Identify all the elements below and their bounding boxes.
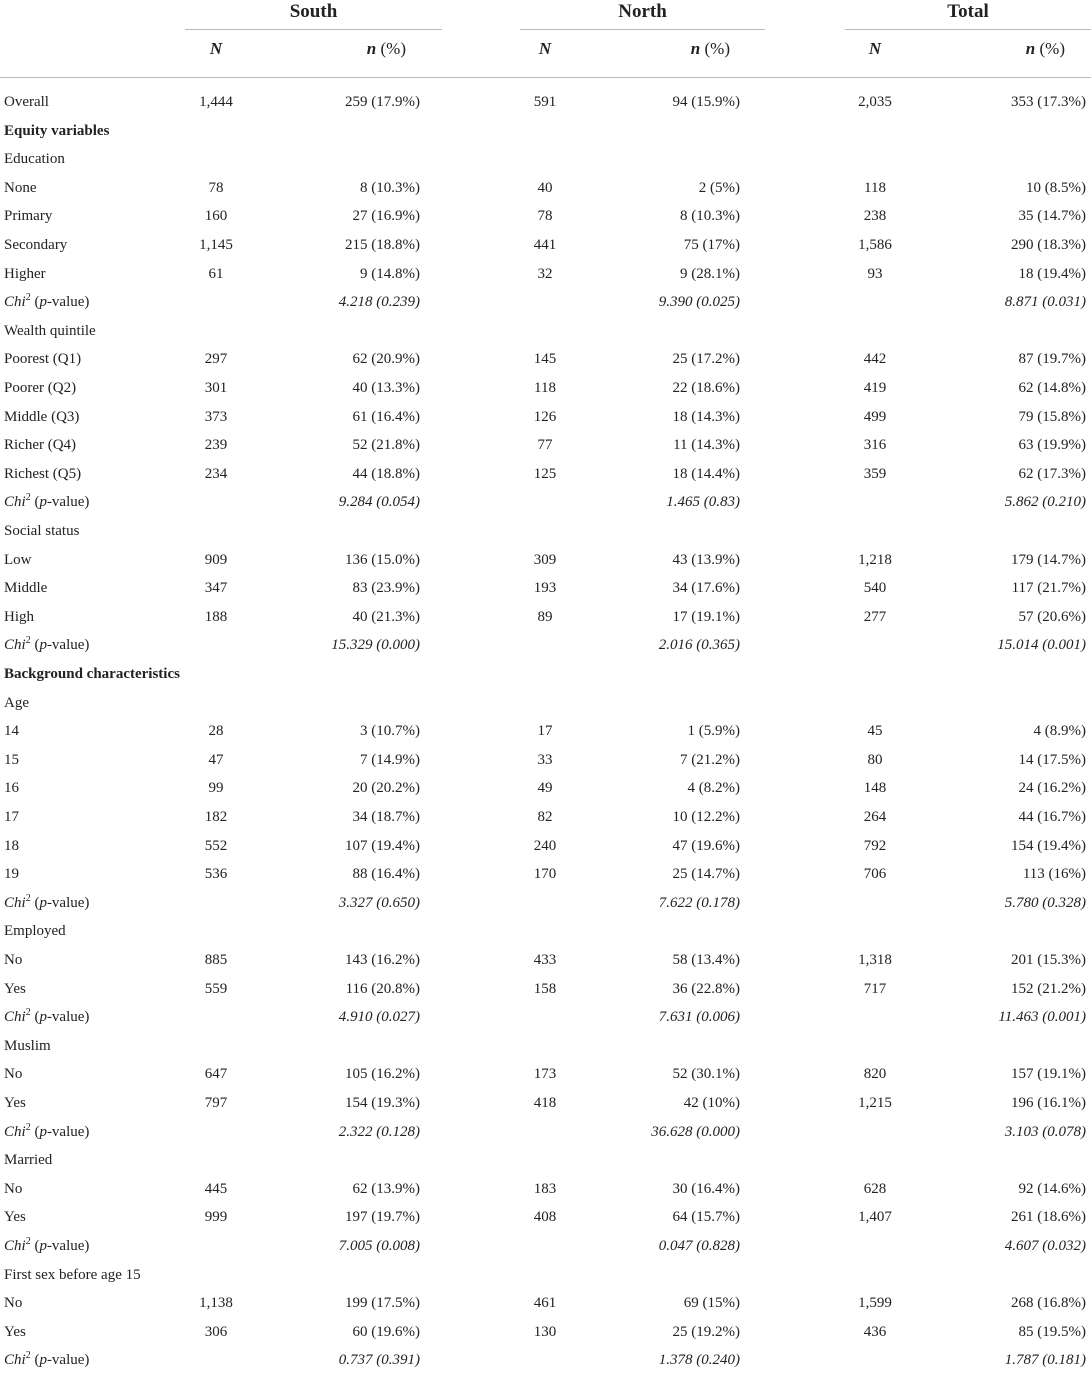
cell-n-pct-south: 197 (19.7%) [345, 1209, 420, 1226]
row-label: No [4, 1295, 23, 1312]
cell-n-pct-north: 22 (18.6%) [672, 380, 740, 396]
cell-n-pct-north: 52 (30.1%) [672, 1066, 740, 1083]
cell-n-pct-south: 8 (10.3%) [360, 179, 420, 196]
chi-value-north: 0.047 (0.828) [658, 1238, 740, 1254]
row-label: Secondary [4, 237, 68, 253]
table-row [0, 1318, 1091, 1346]
cell-N-south: 160 [204, 208, 228, 225]
cell-N-south: 306 [204, 1323, 228, 1340]
cell-n-pct-north: 18 (14.3%) [672, 408, 740, 425]
cell-N-north: 173 [533, 1066, 557, 1083]
table-row [0, 803, 1091, 831]
table-row [0, 88, 1091, 116]
chi-value-total: 1.787 (0.181) [1004, 1352, 1086, 1369]
table-row [0, 603, 1091, 631]
table-row [0, 231, 1091, 259]
cell-N-south: 182 [204, 809, 228, 825]
cell-N-total: 2,035 [858, 94, 892, 110]
cell-N-total: 499 [863, 408, 887, 425]
cell-N-total: 442 [863, 351, 887, 368]
cell-n-pct-south: 61 (16.4%) [352, 408, 420, 425]
cell-N-total: 316 [863, 437, 887, 454]
row-label: Middle [4, 580, 48, 597]
chi-value-total: 11.463 (0.001) [998, 1009, 1086, 1026]
cell-n-pct-total: 196 (16.1%) [1011, 1095, 1086, 1111]
cell-N-north: 309 [533, 551, 557, 568]
cell-n-pct-total: 261 (18.6%) [1011, 1209, 1086, 1226]
chi-value-south: 3.327 (0.650) [338, 894, 420, 911]
cell-N-south: 78 [208, 179, 224, 196]
table-row [0, 1060, 1091, 1088]
chi-value-south: 4.218 (0.239) [338, 294, 420, 311]
row-label: Chi$^2$ (p-value) [4, 635, 90, 654]
cell-N-south: 999 [204, 1209, 228, 1226]
chi-value-north: 7.622 (0.178) [658, 894, 740, 911]
table-row [0, 174, 1091, 202]
cell-n-pct-south: 20 (20.2%) [352, 780, 420, 797]
row-label: Chi$^2$ (p-value) [4, 1350, 90, 1369]
cell-n-pct-south: 40 (21.3%) [352, 608, 420, 625]
chi-value-south: 0.737 (0.391) [338, 1352, 420, 1369]
chi-value-south: 15.329 (0.000) [331, 637, 420, 654]
cell-n-pct-north: 18 (14.4%) [672, 465, 740, 482]
cell-n-pct-north: 11 (14.3%) [673, 437, 740, 454]
section-heading [0, 660, 1091, 688]
cell-n-pct-north: 7 (21.2%) [680, 751, 740, 768]
cell-n-pct-south: 62 (20.9%) [352, 351, 420, 368]
cell-n-pct-total: 179 (14.7%) [1011, 551, 1086, 568]
group-heading [0, 517, 1091, 545]
cell-n-pct-south: 88 (16.4%) [352, 866, 420, 883]
chi-value-south: 9.284 (0.054) [338, 494, 420, 511]
table-row [0, 1289, 1091, 1317]
table-row [0, 717, 1091, 745]
cell-N-south: 552 [204, 837, 228, 854]
cell-n-pct-total: 14 (17.5%) [1018, 751, 1086, 768]
cell-N-north: 118 [534, 380, 556, 396]
row-label: No [4, 1180, 23, 1197]
table-row [0, 860, 1091, 888]
table-row [0, 431, 1091, 459]
chi-value-north: 2.016 (0.365) [658, 637, 740, 654]
row-label: Social status [4, 523, 80, 539]
cell-N-north: 82 [537, 809, 553, 825]
cell-n-pct-north: 8 (10.3%) [680, 208, 740, 225]
cell-N-south: 297 [204, 351, 228, 368]
row-label: No [4, 952, 23, 968]
chi-value-total: 5.862 (0.210) [1004, 494, 1086, 511]
cell-N-north: 183 [533, 1180, 557, 1197]
cell-n-pct-total: 24 (16.2%) [1018, 780, 1086, 797]
cell-n-pct-south: 215 (18.8%) [345, 237, 420, 253]
cell-n-pct-south: 154 (19.3%) [345, 1095, 420, 1111]
subheader-north-N: N [538, 39, 552, 58]
cell-n-pct-north: 10 (12.2%) [672, 809, 740, 825]
row-label: First sex before age 15 [4, 1266, 141, 1283]
cell-N-south: 239 [204, 437, 228, 454]
row-label: Overall [4, 94, 49, 110]
cell-N-north: 158 [533, 980, 557, 997]
cell-N-total: 80 [867, 751, 883, 768]
cell-N-north: 125 [533, 465, 557, 482]
table-row [0, 546, 1091, 574]
cell-N-total: 1,215 [858, 1095, 892, 1111]
chi-value-total: 3.103 (0.078) [1004, 1123, 1086, 1140]
cell-n-pct-north: 94 (15.9%) [672, 94, 740, 110]
cell-n-pct-north: 25 (17.2%) [672, 351, 740, 368]
cell-n-pct-total: 92 (14.6%) [1018, 1180, 1086, 1197]
cell-N-north: 240 [533, 837, 557, 854]
cell-n-pct-south: 143 (16.2%) [345, 952, 420, 968]
table-row [0, 202, 1091, 230]
cell-n-pct-north: 69 (15%) [683, 1295, 740, 1312]
cell-n-pct-south: 136 (15.0%) [345, 551, 420, 568]
cell-n-pct-north: 42 (10%) [683, 1095, 740, 1111]
cell-N-north: 89 [537, 608, 553, 625]
table-row [0, 946, 1091, 974]
row-label: Wealth quintile [4, 322, 96, 339]
cell-N-south: 188 [204, 608, 228, 625]
group-heading [0, 1261, 1091, 1289]
row-label: Education [4, 151, 65, 168]
cell-n-pct-total: 57 (20.6%) [1018, 608, 1086, 625]
cell-n-pct-total: 157 (19.1%) [1011, 1066, 1086, 1083]
row-label: 15 [4, 751, 19, 768]
subheader-south-N: N [209, 39, 223, 58]
group-heading [0, 689, 1091, 717]
cell-n-pct-north: 36 (22.8%) [672, 980, 740, 997]
chi-value-total: 8.871 (0.031) [1004, 294, 1086, 311]
cell-N-total: 148 [863, 780, 887, 797]
cell-n-pct-north: 9 (28.1%) [680, 265, 740, 282]
cell-N-south: 61 [208, 265, 224, 282]
chi-value-south: 7.005 (0.008) [338, 1238, 420, 1254]
cell-N-south: 536 [204, 866, 228, 883]
chi-value-north: 36.628 (0.000) [651, 1123, 740, 1140]
table-row [0, 975, 1091, 1003]
row-label: Muslim [4, 1037, 51, 1054]
cell-N-north: 32 [537, 265, 553, 282]
table-row [0, 1089, 1091, 1117]
cell-n-pct-total: 35 (14.7%) [1018, 208, 1086, 225]
row-label: Poorer (Q2) [4, 380, 77, 396]
cell-n-pct-north: 25 (14.7%) [672, 866, 740, 883]
table-row [0, 574, 1091, 602]
row-label: 19 [4, 866, 19, 883]
cell-N-north: 130 [533, 1323, 557, 1340]
cell-n-pct-south: 27 (16.9%) [352, 208, 420, 225]
cell-n-pct-north: 75 (17%) [683, 237, 740, 253]
cell-n-pct-south: 83 (23.9%) [352, 580, 420, 597]
cell-n-pct-total: 117 (21.7%) [1011, 580, 1086, 597]
cell-n-pct-total: 63 (19.9%) [1018, 437, 1086, 454]
cell-N-north: 78 [537, 208, 553, 225]
group-heading [0, 1032, 1091, 1060]
table-row [0, 1175, 1091, 1203]
table-row [0, 374, 1091, 402]
group-heading [0, 317, 1091, 345]
cell-N-total: 277 [863, 608, 887, 625]
cell-n-pct-south: 7 (14.9%) [360, 751, 420, 768]
cell-N-total: 540 [863, 580, 887, 597]
table-row [0, 345, 1091, 373]
cell-n-pct-south: 107 (19.4%) [345, 837, 420, 854]
cell-n-pct-total: 154 (19.4%) [1011, 837, 1086, 854]
row-label: Low [4, 551, 32, 568]
chi-row [0, 631, 1091, 659]
cell-N-south: 234 [204, 465, 228, 482]
cell-N-south: 647 [204, 1066, 228, 1083]
chi-value-south: 2.322 (0.128) [338, 1123, 420, 1140]
table-row [0, 774, 1091, 802]
cell-n-pct-north: 17 (19.1%) [672, 608, 740, 625]
cell-N-total: 359 [863, 465, 887, 482]
cell-n-pct-total: 268 (16.8%) [1011, 1295, 1086, 1312]
table-row [0, 403, 1091, 431]
chi-row [0, 1346, 1091, 1374]
row-label: Primary [4, 208, 53, 225]
cell-N-total: 1,586 [858, 237, 892, 253]
cell-N-south: 373 [204, 408, 228, 425]
table-row [0, 746, 1091, 774]
row-label: High [4, 608, 34, 625]
cell-N-south: 1,145 [199, 237, 233, 253]
cell-n-pct-south: 105 (16.2%) [345, 1066, 420, 1083]
cell-n-pct-south: 259 (17.9%) [345, 94, 420, 110]
chi-value-north: 9.390 (0.025) [658, 294, 740, 311]
chi-row [0, 1118, 1091, 1146]
cell-N-north: 408 [533, 1209, 557, 1226]
chi-value-total: 15.014 (0.001) [997, 637, 1086, 654]
row-label: Chi$^2$ (p-value) [4, 1121, 90, 1140]
cell-n-pct-south: 52 (21.8%) [352, 437, 420, 454]
cell-n-pct-total: 44 (16.7%) [1018, 809, 1086, 825]
cell-N-total: 93 [867, 265, 883, 282]
subheader-total-N: N [868, 39, 882, 58]
row-label: Yes [4, 1323, 26, 1340]
cell-n-pct-total: 62 (17.3%) [1018, 465, 1086, 482]
cell-n-pct-total: 290 (18.3%) [1011, 237, 1086, 253]
cell-n-pct-north: 47 (19.6%) [672, 837, 740, 854]
header-bottom-rule [0, 77, 1091, 78]
section-heading [0, 117, 1091, 145]
cell-n-pct-total: 79 (15.8%) [1018, 408, 1086, 425]
header-rule-south [185, 29, 442, 30]
cell-N-total: 706 [863, 866, 887, 883]
row-label: Equity variables [4, 122, 110, 139]
cell-n-pct-north: 64 (15.7%) [672, 1209, 740, 1226]
row-label: Chi$^2$ (p-value) [4, 1007, 90, 1026]
cell-N-total: 1,318 [858, 952, 892, 968]
group-heading [0, 145, 1091, 173]
cell-n-pct-north: 30 (16.4%) [672, 1180, 740, 1197]
row-label: Yes [4, 1095, 26, 1111]
cell-n-pct-south: 3 (10.7%) [360, 723, 420, 740]
row-label: 16 [4, 780, 19, 797]
cell-N-south: 347 [204, 580, 228, 597]
row-label: Middle (Q3) [4, 408, 80, 425]
cell-N-total: 264 [863, 809, 887, 825]
cell-n-pct-total: 4 (8.9%) [1033, 723, 1086, 740]
subheader-north-n: n (%) [690, 39, 730, 58]
cell-n-pct-north: 34 (17.6%) [672, 580, 740, 597]
cell-n-pct-north: 58 (13.4%) [672, 952, 740, 968]
cell-n-pct-south: 40 (13.3%) [352, 380, 420, 396]
cell-N-total: 628 [863, 1180, 887, 1197]
cell-n-pct-total: 10 (8.5%) [1026, 179, 1086, 196]
cell-n-pct-total: 201 (15.3%) [1011, 952, 1086, 968]
chi-row [0, 889, 1091, 917]
table-row [0, 260, 1091, 288]
cell-n-pct-total: 85 (19.5%) [1018, 1323, 1086, 1340]
row-label: Chi$^2$ (p-value) [4, 892, 90, 911]
row-label: Richer (Q4) [4, 437, 77, 454]
chi-value-north: 1.378 (0.240) [658, 1352, 740, 1369]
row-label: Chi$^2$ (p-value) [4, 292, 90, 311]
chi-value-north: 7.631 (0.006) [658, 1009, 740, 1026]
cell-N-north: 17 [537, 723, 553, 740]
cell-n-pct-north: 1 (5.9%) [687, 723, 740, 740]
table-row [0, 832, 1091, 860]
subheader-south-n: n (%) [366, 39, 406, 58]
chi-row [0, 1003, 1091, 1031]
cell-n-pct-total: 152 (21.2%) [1011, 980, 1086, 997]
row-label: Married [4, 1152, 53, 1169]
group-heading [0, 1146, 1091, 1174]
table-row [0, 460, 1091, 488]
header-rule-total [845, 29, 1091, 30]
cell-n-pct-north: 2 (5%) [698, 179, 740, 196]
row-label: None [4, 179, 37, 196]
cell-N-north: 461 [533, 1295, 557, 1312]
row-label: Chi$^2$ (p-value) [4, 1236, 90, 1254]
row-label: Higher [4, 265, 46, 282]
cell-n-pct-south: 34 (18.7%) [352, 809, 420, 825]
row-label: Employed [4, 923, 66, 940]
cell-n-pct-south: 60 (19.6%) [352, 1323, 420, 1340]
cell-N-total: 1,599 [858, 1295, 892, 1312]
cell-N-north: 33 [537, 751, 553, 768]
row-label: Chi$^2$ (p-value) [4, 492, 90, 511]
cell-N-north: 77 [537, 437, 553, 454]
cell-N-south: 445 [204, 1180, 228, 1197]
cell-N-total: 238 [863, 208, 887, 225]
cell-N-total: 419 [863, 380, 887, 396]
cell-N-south: 28 [208, 723, 224, 740]
cell-N-south: 1,444 [199, 94, 233, 110]
chi-row [0, 488, 1091, 516]
cell-N-south: 797 [204, 1095, 228, 1111]
chi-value-south: 4.910 (0.027) [338, 1009, 420, 1026]
row-label: Poorest (Q1) [4, 351, 82, 368]
cell-N-south: 559 [204, 980, 228, 997]
cell-N-total: 436 [863, 1323, 887, 1340]
row-label: Background characteristics [4, 666, 180, 682]
cell-N-north: 126 [533, 408, 557, 425]
cell-N-north: 170 [533, 866, 557, 883]
cell-N-north: 193 [533, 580, 557, 597]
cell-N-north: 40 [537, 179, 553, 196]
cell-N-north: 441 [533, 237, 557, 253]
row-label: Yes [4, 980, 26, 997]
cell-N-total: 717 [863, 980, 887, 997]
cell-N-north: 433 [533, 952, 557, 968]
cell-N-north: 591 [533, 94, 557, 110]
row-label: 18 [4, 837, 19, 854]
row-label: 17 [4, 809, 19, 825]
cell-n-pct-north: 4 (8.2%) [687, 780, 740, 797]
cell-N-south: 885 [204, 952, 228, 968]
cell-N-north: 418 [533, 1095, 557, 1111]
cell-N-south: 47 [208, 751, 224, 768]
table-row [0, 1203, 1091, 1231]
cell-n-pct-south: 62 (13.9%) [352, 1180, 420, 1197]
cell-N-south: 301 [204, 380, 228, 396]
row-label: No [4, 1066, 23, 1083]
chi-value-north: 1.465 (0.83) [666, 494, 740, 511]
cell-N-total: 792 [863, 837, 887, 854]
cell-n-pct-total: 113 (16%) [1022, 866, 1086, 883]
cell-N-total: 45 [867, 723, 883, 740]
cell-n-pct-total: 62 (14.8%) [1018, 380, 1086, 396]
cell-N-north: 49 [537, 780, 553, 797]
cell-N-south: 1,138 [199, 1295, 233, 1312]
chi-value-total: 5.780 (0.328) [1004, 894, 1086, 911]
subheader-total-n: n (%) [1025, 39, 1065, 58]
group-heading [0, 917, 1091, 945]
header-total: Total [947, 1, 989, 22]
chi-value-total: 4.607 (0.032) [1004, 1238, 1086, 1254]
cell-n-pct-south: 116 (20.8%) [345, 980, 420, 997]
cell-N-total: 118 [864, 179, 886, 196]
cell-n-pct-south: 44 (18.8%) [352, 465, 420, 482]
cell-n-pct-north: 25 (19.2%) [672, 1323, 740, 1340]
header-south: South [289, 1, 338, 22]
cell-N-south: 909 [204, 551, 228, 568]
cell-N-total: 820 [863, 1066, 887, 1083]
header-north: North [618, 1, 667, 22]
cell-n-pct-total: 18 (19.4%) [1018, 265, 1086, 282]
cell-n-pct-north: 43 (13.9%) [672, 551, 740, 568]
cell-N-total: 1,407 [858, 1209, 892, 1226]
cell-n-pct-south: 199 (17.5%) [345, 1295, 420, 1312]
row-label: 14 [4, 723, 19, 740]
cell-n-pct-total: 353 (17.3%) [1011, 94, 1086, 110]
chi-row [0, 288, 1091, 316]
chi-row [0, 1232, 1091, 1260]
cell-n-pct-total: 87 (19.7%) [1018, 351, 1086, 368]
header-rule-north [520, 29, 765, 30]
row-label: Yes [4, 1209, 26, 1226]
cell-N-south: 99 [208, 780, 224, 797]
cell-N-total: 1,218 [858, 551, 892, 568]
cell-n-pct-south: 9 (14.8%) [360, 265, 420, 282]
row-label: Richest (Q5) [4, 465, 82, 482]
cell-N-north: 145 [533, 351, 557, 368]
row-label: Age [4, 694, 29, 711]
